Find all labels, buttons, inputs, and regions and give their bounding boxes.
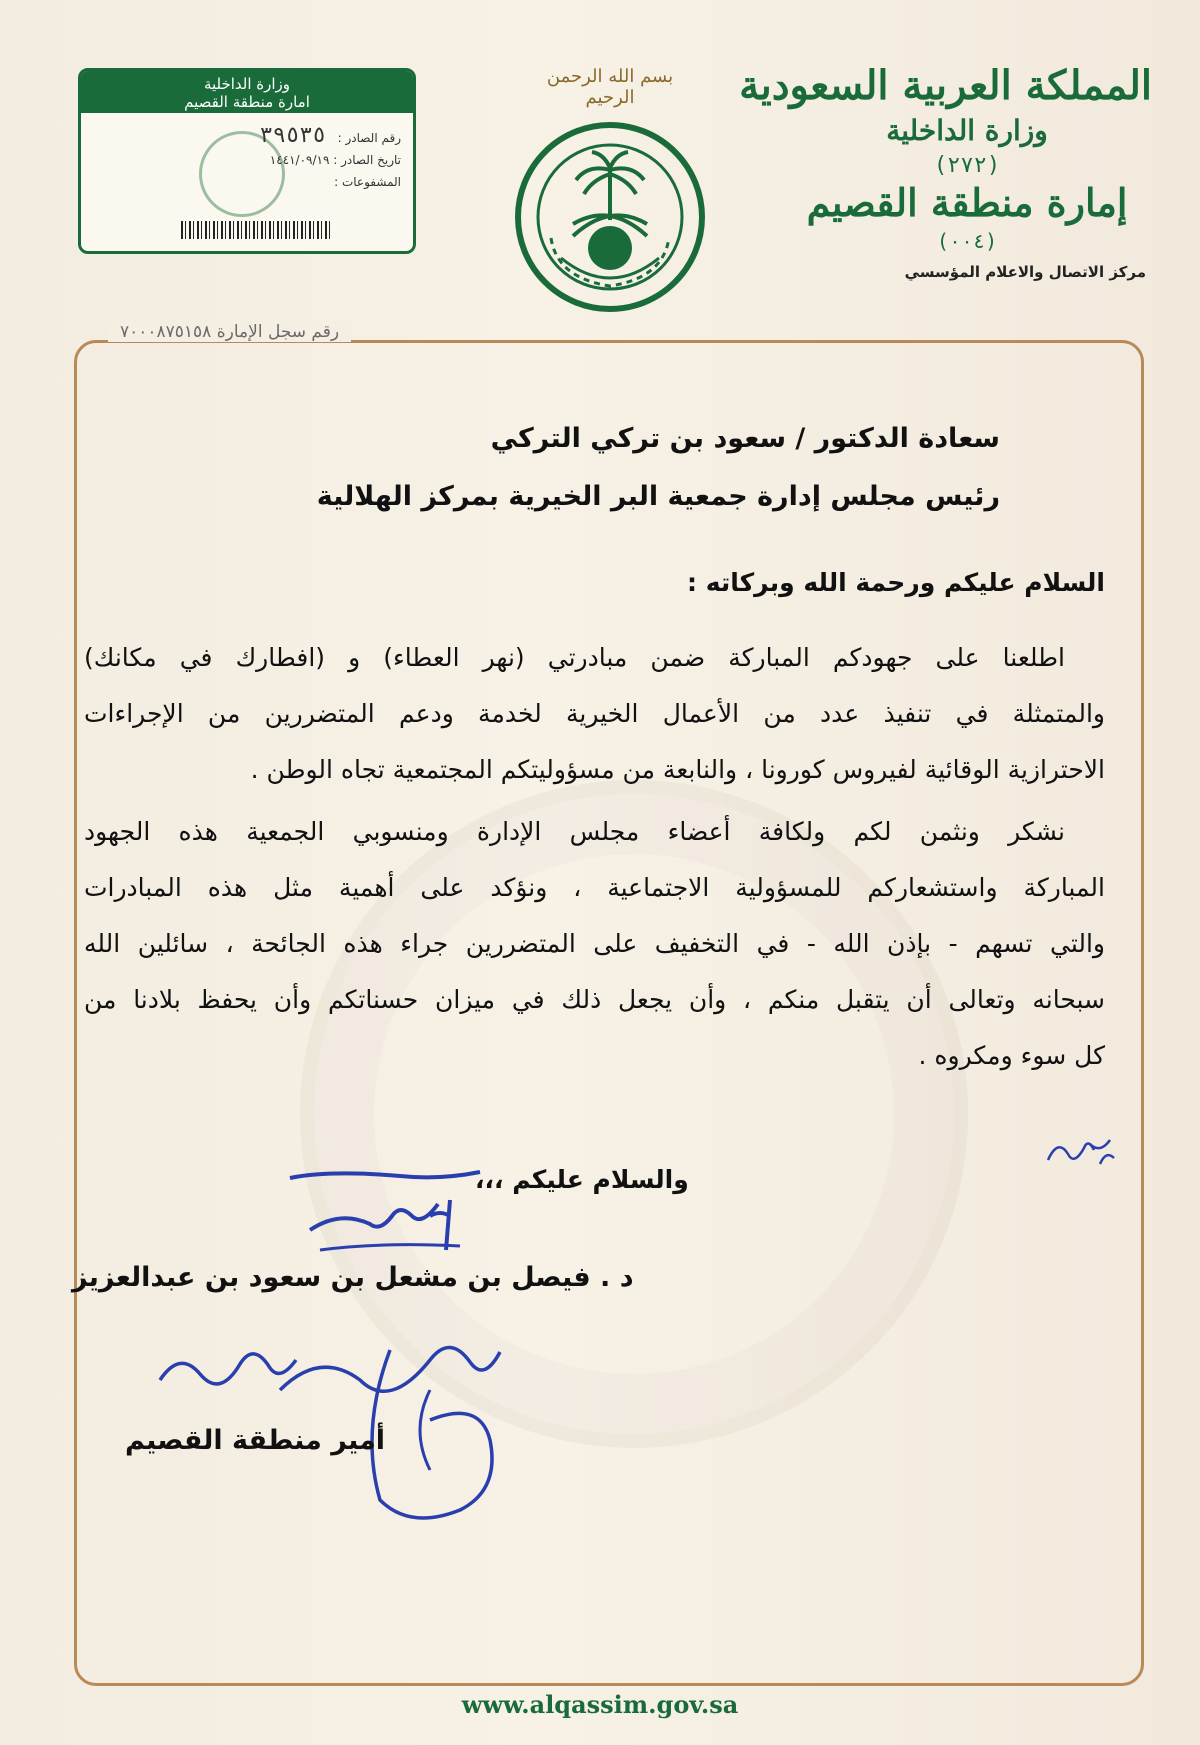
body-line: والمتمثلة في تنفيذ عدد من الأعمال الخيرية لخدمة ودعم المتضررين من الإجراءات <box>84 699 1105 728</box>
body-line: اطلعنا على جهودكم المباركة ضمن مبادرتي (نهر العطاء) و (افطارك في مكانك) <box>84 643 1065 672</box>
website-url[interactable]: www.alqassim.gov.sa <box>461 1690 739 1719</box>
body-line: سبحانه وتعالى أن يتقبل منكم ، وأن يجعل ذلك في ميزان حسناتكم وأن يحفظ بلادنا من <box>84 985 1105 1014</box>
stamp-date-row <box>270 153 401 167</box>
initials-signature-icon <box>1040 1130 1120 1180</box>
emblem <box>510 66 710 326</box>
department-name: مركز الاتصال والاعلام المؤسسي <box>904 263 1146 281</box>
letterhead <box>739 62 1152 281</box>
greeting: السلام عليكم ورحمة الله وبركاته : <box>687 568 1105 597</box>
emirate-name: إمارة منطقة القصيم <box>806 180 1128 225</box>
body-line: كل سوء ومكروه . <box>918 1041 1105 1070</box>
signer-title: أمير منطقة القصيم <box>125 1425 386 1456</box>
ministry-code: (٢٧٢) <box>933 153 1001 178</box>
kingdom-name: المملكة العربية السعودية <box>739 62 1152 109</box>
handwritten-approval-icon <box>280 1160 500 1260</box>
ministry-seal-icon <box>515 122 705 312</box>
body-line: نشكر ونثمن لكم ولكافة أعضاء مجلس الإدارة ومنسوبي الجمعية هذه الجهود <box>84 817 1065 846</box>
stamp-date-value: ١٤٤١/٠٩/١٩ <box>269 153 330 167</box>
outgoing-stamp <box>78 68 416 254</box>
barcode-icon <box>181 221 331 239</box>
addressee-name: سعادة الدكتور / سعود بن تركي التركي <box>490 423 1000 454</box>
ministry-name: وزارة الداخلية <box>886 114 1048 147</box>
registry-number: رقم سجل الإمارة ٧٠٠٠٨٧٥١٥٨ <box>108 322 351 342</box>
stamp-attachments-row <box>334 175 401 189</box>
stamp-number-label: رقم الصادر : <box>337 131 401 145</box>
stamp-emirate: امارة منطقة القصيم <box>184 93 310 111</box>
letter-body <box>84 630 1105 1084</box>
stamp-number-value: ٣٩٥٣٥ <box>259 123 326 148</box>
stamp-ministry: وزارة الداخلية <box>203 75 291 93</box>
stamp-number-row <box>260 123 401 148</box>
body-line: الاحترازية الوقائية لفيروس كورونا ، والنابعة من مسؤوليتكم المجتمعية تجاه الوطن . <box>250 755 1105 784</box>
closing-salutation: والسلام عليكم ،،، <box>475 1165 689 1194</box>
addressee-position: رئيس مجلس إدارة جمعية البر الخيرية بمركز الهلالية <box>316 481 1000 512</box>
stamp-attachments-label: المشفوعات : <box>334 175 401 189</box>
signer-name: د . فيصل بن مشعل بن سعود بن عبدالعزيز <box>72 1262 634 1293</box>
stamp-header <box>81 71 413 113</box>
basmala: بسم الله الرحمن الرحيم <box>546 66 674 108</box>
addressee <box>317 410 1000 526</box>
body-line: المباركة واستشعاركم للمسؤولية الاجتماعية ، ونؤكد على أهمية مثل هذه المبادرات <box>84 873 1105 902</box>
body-line: والتي تسهم - بإذن الله - في التخفيف على المتضررين جراء هذه الجائحة ، سائلين الله <box>84 929 1105 958</box>
stamp-date-label: تاريخ الصادر : <box>333 153 401 167</box>
emirate-code: (٠٠٤) <box>936 229 998 253</box>
